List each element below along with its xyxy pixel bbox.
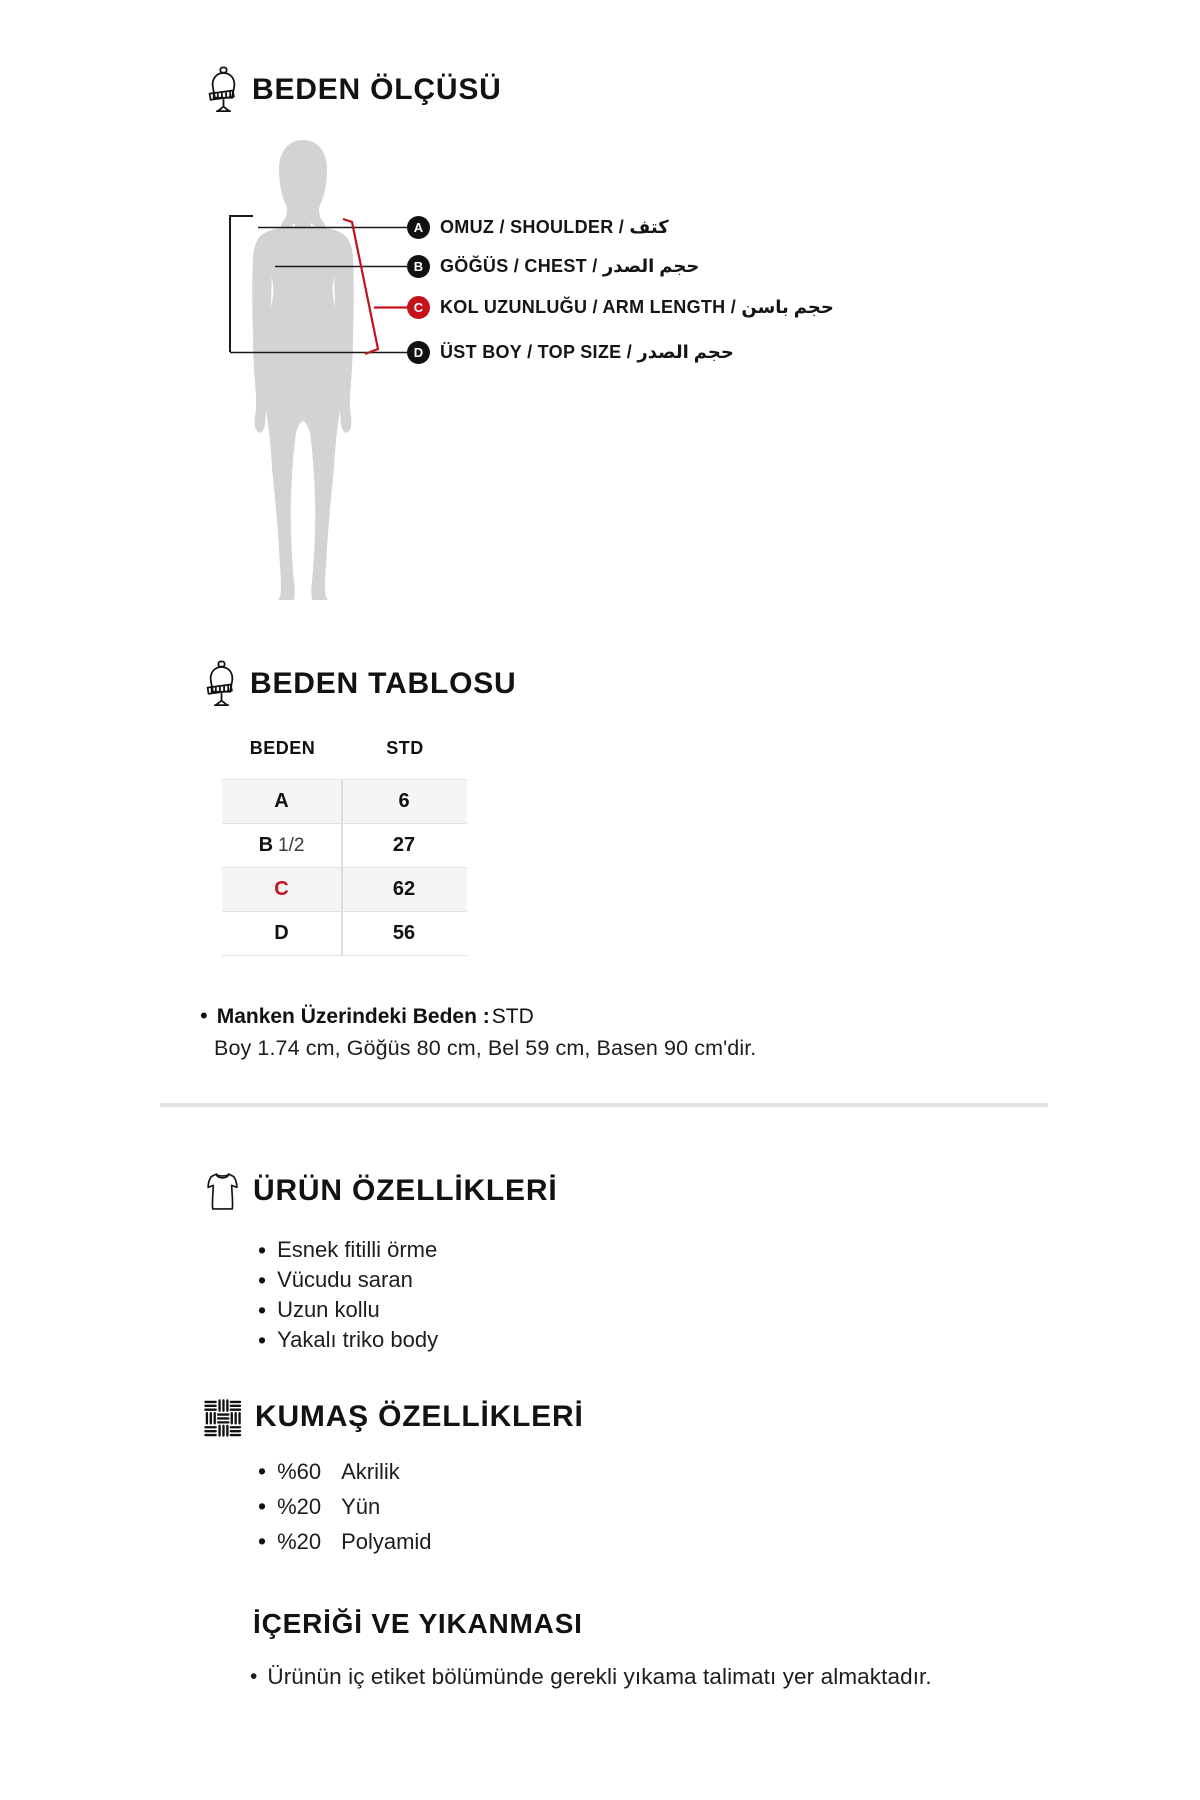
fabric-features-header (203, 1396, 584, 1438)
fabric-percent: • %20 (277, 1493, 322, 1519)
size-table (222, 736, 467, 956)
care-title: İÇERİĞİ VE YIKANMASI (253, 1608, 583, 1639)
column-header-beden: BEDEN (249, 737, 316, 758)
list-item: • Esnek fitilli örme (258, 1235, 438, 1265)
bullet: • (200, 1003, 208, 1028)
mannequin-icon (206, 660, 237, 708)
list-item: • Yakalı triko body (258, 1325, 438, 1355)
label-shoulder: OMUZ / SHOULDER / كتف (440, 217, 669, 237)
table-row (222, 780, 467, 824)
product-features-list (258, 1235, 438, 1355)
table-row (222, 912, 467, 956)
product-features-title: ÜRÜN ÖZELLİKLERİ (253, 1174, 558, 1207)
body-silhouette (240, 138, 380, 611)
badge-a: A (407, 216, 430, 239)
list-item (258, 1524, 432, 1559)
care-header (253, 1606, 583, 1642)
badge-b: B (407, 255, 430, 278)
product-features-header (205, 1170, 557, 1212)
row-key-suffix: 1/2 (278, 834, 305, 856)
label-arm-length: KOL UZUNLUĞU / ARM LENGTH / حجم باسن (440, 297, 834, 317)
mannequin-icon (208, 66, 239, 114)
fabric-percent: • %20 (277, 1528, 322, 1554)
measurement-lines (0, 0, 1200, 640)
care-instructions-list (250, 1660, 967, 1693)
row-key: D (274, 922, 289, 944)
row-value: 27 (392, 834, 416, 856)
care-instruction-text: • Ürünün iç etiket bölümünde gerekli yıkama talimatı yer almaktadır. (267, 1664, 932, 1689)
row-value: 62 (392, 878, 416, 900)
list-item: • Vücudu saran (258, 1265, 438, 1295)
size-table-title: BEDEN TABLOSU (250, 667, 517, 700)
badge-d: D (407, 341, 430, 364)
section-divider (160, 1103, 1048, 1107)
size-table-header (206, 660, 517, 708)
list-item (258, 1454, 432, 1489)
model-size-value: STD (491, 1005, 534, 1028)
fabric-name: Polyamid (341, 1528, 432, 1554)
badge-c: C (407, 296, 430, 319)
model-measurements: Boy 1.74 cm, Göğüs 80 cm, Bel 59 cm, Basen 90 cm'dir. (214, 1036, 757, 1060)
fabric-features-title: KUMAŞ ÖZELLİKLERİ (255, 1400, 584, 1433)
fabric-weave-icon (203, 1398, 242, 1437)
list-item (250, 1660, 967, 1693)
column-header-std: STD (386, 737, 424, 758)
label-chest: GÖĞÜS / CHEST / حجم الصدر (440, 256, 700, 276)
label-top-size: ÜST BOY / TOP SIZE / حجم الصدر (440, 342, 734, 362)
size-guide-title: BEDEN ÖLÇÜSÜ (252, 73, 502, 106)
size-table-head (222, 736, 467, 760)
row-key: B (258, 834, 274, 856)
model-size-label: Manken Üzerindeki Beden : (216, 1005, 490, 1028)
size-guide-header (208, 66, 502, 114)
tshirt-icon (205, 1172, 240, 1211)
row-value: 56 (392, 922, 416, 944)
fabric-name: Yün (341, 1493, 381, 1519)
list-item (258, 1489, 432, 1524)
row-key: A (274, 790, 289, 812)
table-row (222, 868, 467, 912)
model-size-info (200, 1003, 756, 1061)
fabric-name: Akrilik (341, 1458, 400, 1484)
fabric-composition-list (258, 1454, 432, 1559)
list-item: • Uzun kollu (258, 1295, 438, 1325)
table-row (222, 824, 467, 868)
fabric-percent: • %60 (277, 1458, 322, 1484)
row-value: 6 (398, 790, 410, 812)
row-key: C (274, 878, 289, 900)
